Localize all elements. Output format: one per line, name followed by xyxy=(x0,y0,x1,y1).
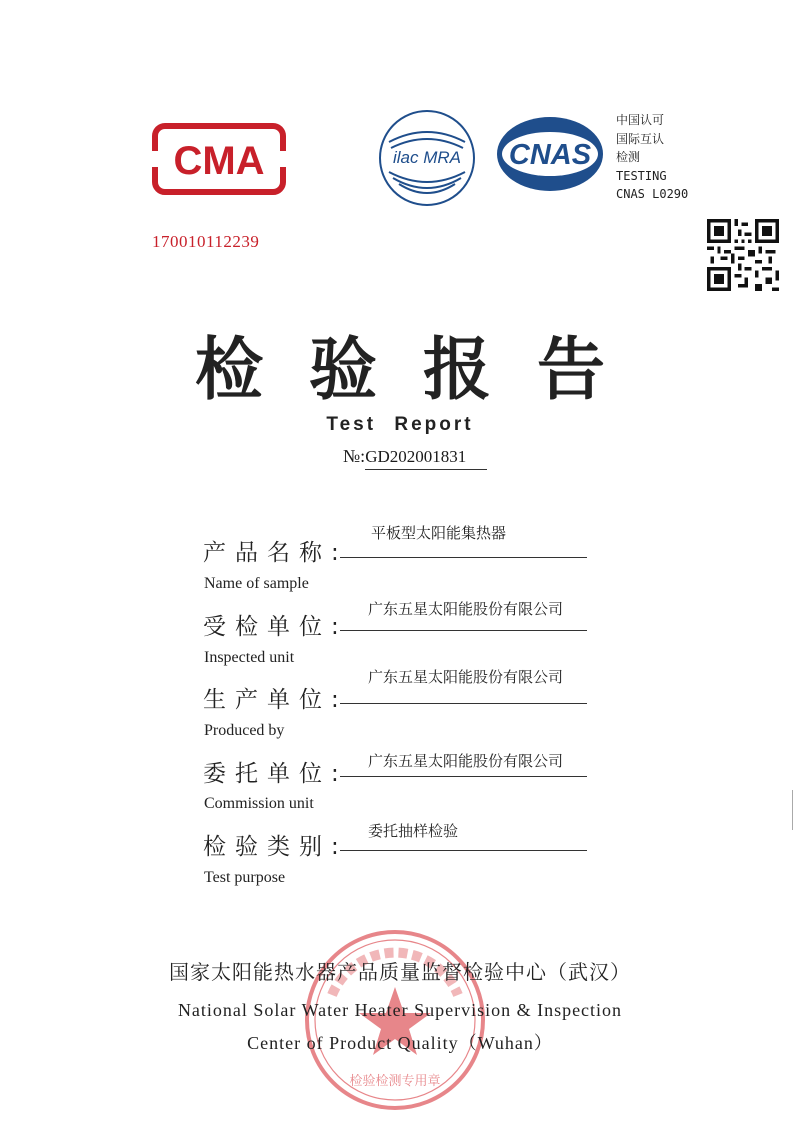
cnas-accreditation-text xyxy=(616,111,688,204)
seal-text: 检验检测专用章 xyxy=(349,1074,441,1089)
cnas-line: 检测 xyxy=(616,150,641,164)
field-label-en: Produced by xyxy=(204,722,285,739)
field-label-en: Commission unit xyxy=(204,795,314,812)
field-underline xyxy=(340,850,587,851)
cnas-line: 国际互认 xyxy=(616,131,665,146)
report-title-en: Test Report xyxy=(326,414,474,435)
field-label-cn: 生产单位: xyxy=(203,687,348,713)
field-underline xyxy=(340,630,587,631)
ilac-logo-text: ilac MRA xyxy=(392,148,462,167)
field-value: 广东五星太阳能股份有限公司 xyxy=(368,752,564,770)
field-label-en: Name of sample xyxy=(204,575,309,592)
cnas-line: CNAS L0290 xyxy=(616,187,689,201)
report-number-label: №: xyxy=(343,446,366,466)
report-number xyxy=(343,446,487,470)
field-value: 委托抽样检验 xyxy=(368,822,459,840)
cnas-logo-text: CNAS xyxy=(508,139,592,171)
cma-logo-text: CMA xyxy=(173,139,265,183)
field-underline xyxy=(340,703,587,704)
organization-name-en-line1: National Solar Water Heater Supervision & Inspection xyxy=(177,1000,623,1020)
field-label-cn: 产品名称: xyxy=(203,540,348,566)
field-label-en: Test purpose xyxy=(204,869,286,886)
field-value: 广东五星太阳能股份有限公司 xyxy=(368,600,564,618)
field-label-cn: 受检单位: xyxy=(203,614,348,640)
organization-name-cn: 国家太阳能热水器产品质量监督检验中心（武汉） xyxy=(169,960,631,984)
field-label-cn: 委托单位: xyxy=(203,761,348,787)
cma-logo xyxy=(152,123,286,195)
field-value: 广东五星太阳能股份有限公司 xyxy=(368,668,564,686)
field-label-cn: 检验类别: xyxy=(203,834,348,860)
field-label-en: Inspected unit xyxy=(204,649,295,666)
field-value: 平板型太阳能集热器 xyxy=(371,524,507,542)
scan-edge-mark xyxy=(792,790,800,830)
field-underline xyxy=(340,776,587,777)
cnas-line: 中国认可 xyxy=(616,113,665,127)
cnas-line: TESTING xyxy=(616,168,667,183)
qr-code-icon xyxy=(707,219,779,291)
cnas-logo xyxy=(495,115,605,193)
cma-number: 170010112239 xyxy=(152,232,260,251)
ilac-mra-logo xyxy=(377,108,477,208)
report-number-value: GD202001831 xyxy=(365,447,487,470)
field-underline xyxy=(340,557,587,558)
organization-name-en-line2: Center of Product Quality（Wuhan） xyxy=(247,1033,553,1053)
report-title-cn: 检验报告 xyxy=(194,331,651,410)
